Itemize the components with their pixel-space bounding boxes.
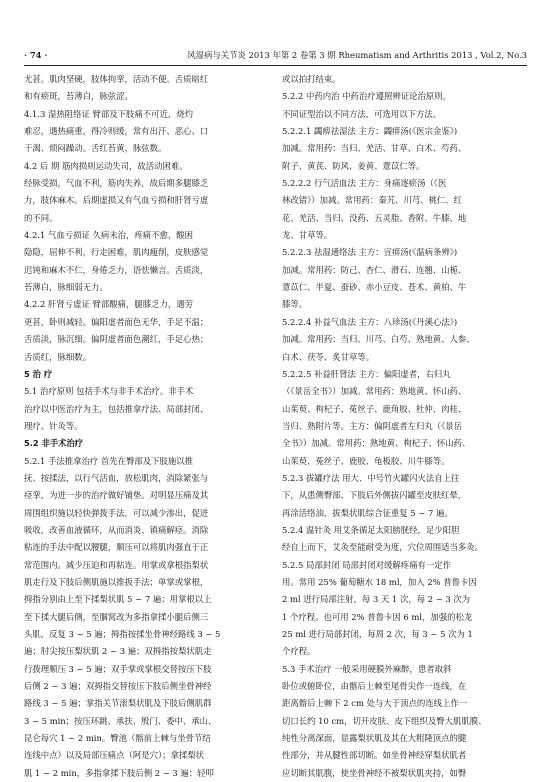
text-line: 卧位或俯卧位，由髂后上棘至尾骨尖作一连线，在 bbox=[282, 681, 467, 692]
text-line: 5.2.2.2 行气活血法 主方：身痛逐瘀汤（《医 bbox=[282, 178, 447, 189]
text-line: 遍；肘尖按压梨状肌 2 ~ 3 遍；双拇指按梨状肌走 bbox=[24, 646, 212, 657]
text-line: 力，肢体麻木。后期虚损又有气血亏损和肝肾亏虚 bbox=[24, 195, 209, 206]
text-line: 不同证型治以不同方法，可选用以下方法。 bbox=[282, 108, 442, 119]
left-column bbox=[24, 71, 269, 778]
text-line: 再涂活络油，拔梨状肌综合征重复 5 ~ 7 遍。 bbox=[282, 507, 453, 518]
text-line: 干渴、烦闷躁动。舌红苔黄，脉弦数。 bbox=[24, 143, 167, 154]
text-line: 头肌，反复 3 ~ 5 遍；拇指按揉坐骨神经路线 3 ~ 5 bbox=[24, 629, 221, 639]
text-line: 尤甚。肌肉坚硬，肢体拘挛，活动不便。舌质暗红 bbox=[24, 74, 209, 84]
right-column bbox=[282, 71, 527, 778]
text-line: 4.2.2 肝肾亏虚证 臂部酸痛，腿膝乏力，遇劳 bbox=[24, 299, 194, 310]
text-line: 5.2.2 中药内治 中药治疗遵照辨证论治原则， bbox=[282, 91, 452, 102]
section-heading: 5 治 疗 bbox=[24, 368, 53, 379]
text-line: 薏苡仁、半夏、蚕砂、赤小豆皮、苍术、黄柏、牛 bbox=[282, 282, 467, 293]
text-line: 常范围内。减少压迫和再粘连。用掌或拿根指梨状 bbox=[24, 559, 209, 570]
text-line: 性部分，并从腱性部切断。如坐骨神经穿梨状肌者 bbox=[282, 750, 467, 761]
text-line: 4.2.1 气血亏损证 久病未治，疼痛不愈，酸困 bbox=[24, 230, 194, 241]
text-line: 连线中点）以及局部压痛点（阿是穴）；拿揉梨状 bbox=[24, 750, 205, 761]
text-line: 舌质红，脉细数。 bbox=[24, 351, 91, 362]
text-line: 5.3 手术治疗 一般采用硬膜外麻醉，患者取斜 bbox=[282, 663, 452, 674]
text-line: 距离髂后上棘下 2 cm 处与大于顶点的连线上作一 bbox=[282, 698, 468, 709]
text-line: 用。常用 25% 葡萄糖水 18 ml，加入 2% 普鲁卡因 bbox=[282, 576, 477, 587]
text-line: 加减。常用药：当归、川芎、白芍、熟地黄、人参、 bbox=[282, 334, 475, 345]
text-line: 肌 1 ~ 2 min，多指拿揉下肢后侧 2 ~ 3 遍；轻叩 bbox=[24, 767, 214, 778]
text-line: 难忍，遇热痛重，得冷则缓，常有出汗、恶心、口 bbox=[24, 126, 209, 137]
text-line: 或以拍打结束。 bbox=[282, 74, 341, 84]
text-line: 隐隐，屈伸不利，行走困难，肌肉瘦削，皮肤感觉 bbox=[24, 247, 209, 258]
text-line: 经脉受损，气血不利，筋肉失养，故后期多腿膝乏 bbox=[24, 178, 209, 189]
text-line: 舌质淡，脉沉细。偏阴虚者面色潮红，手足心热； bbox=[24, 334, 209, 345]
running-header bbox=[24, 46, 527, 64]
text-line: （《景岳全书》）加减。常用药：熟地黄、怀山药、 bbox=[282, 386, 467, 397]
text-line: 5.2.2.4 补益气血法 主方：八珍汤(《丹溪心法》) bbox=[282, 316, 458, 327]
text-line: 迟钝和麻木不仁，身倦乏力，语怯懒言。舌质淡， bbox=[24, 264, 209, 275]
text-line: 切口长约 10 cm，切开皮肤、皮下组织及臀大肌肌膜、 bbox=[282, 715, 487, 726]
text-line: 25 ml 进行局部封闭，每周 2 次，每 3 ~ 5 次为 1 bbox=[282, 629, 473, 639]
header-rule bbox=[24, 65, 527, 66]
text-line: 膝等。 bbox=[282, 299, 308, 310]
text-line: 粘连的手法中配以腰腿，顺压可以将肌肉强直于正 bbox=[24, 542, 209, 553]
text-line: 附子、黄芪、防风、姜黄、薏苡仁等。 bbox=[282, 160, 425, 171]
text-line: 和有瘀斑，苔薄白，脉弦涩。 bbox=[24, 91, 133, 102]
text-line: 应切断其肌腹，使坐骨神经不被梨状肌夹持，如臀 bbox=[282, 767, 467, 778]
text-line: 后侧 2 ~ 3 遍；双拇指交替按压下肢后侧坐骨神经 bbox=[24, 681, 212, 692]
text-line: 肌走行及下肢后侧肌施以推扳手法；单掌或掌根， bbox=[24, 576, 209, 587]
text-line: 山茱萸、菟丝子、鹿胶、龟板胶、川牛膝等。 bbox=[282, 455, 450, 466]
text-line: 痉挛，为进一步的治疗做好铺垫。对明显压痛及其 bbox=[24, 490, 209, 501]
text-line: 5.2.4 温针灸 用艾条循足太阳膀胱经，足少阳胆 bbox=[282, 524, 460, 535]
text-line: 更甚，卧则减轻。偏阳虚者面色无华，手足不温； bbox=[24, 316, 209, 327]
text-line: 个疗程。 bbox=[282, 646, 316, 657]
text-line: 3 ~ 5 min；按压环跳、承扶、殷门、委中、承山、 bbox=[24, 715, 217, 726]
text-line: 5.2.3 拔罐疗法 用大、中号竹火罐闪火法自上往 bbox=[282, 472, 460, 483]
text-line: 抚、按揉法，以行气活血，放松肌肉，消除紧张与 bbox=[24, 472, 209, 483]
text-line: 加减。常用药：当归、羌活、甘草、白术、芍药、 bbox=[282, 143, 467, 154]
text-line: 5.2.1 手法推拿治疗 首先在臀部及下肢施以推 bbox=[24, 455, 194, 466]
text-line: 5.2.2.5 补益肝肾法 主方：偏阳虚者，右归丸 bbox=[282, 368, 451, 379]
text-line: 至下揉大腿后侧，至腘窝改为多指拿揉小腿后侧三 bbox=[24, 611, 209, 622]
text-line: 治疗以中医治疗为主，包括推拿疗法、局部封闭、 bbox=[24, 403, 209, 414]
text-line: 经自上而下，艾灸至能耐受为度，穴位周围适当多灸。 bbox=[282, 542, 483, 553]
text-line: 纯性分离深面，显露梨状肌及其在大粗隆顶点的腱 bbox=[282, 733, 467, 744]
text-line: 花、羌活、当归、没药、五灵脂、香附、牛膝、地 bbox=[282, 212, 467, 223]
text-line: 5.2.5 局部封闭 局部封闭对缓解疼痛有一定作 bbox=[282, 559, 452, 570]
text-line: 下，从患侧臀部、下肢后外侧拔闪罐至皮肤红晕， bbox=[282, 490, 467, 501]
text-line: 加减。常用药：防己、杏仁、滑石、连翘、山栀、 bbox=[282, 264, 467, 275]
text-line: 1 个疗程。也可用 2% 普鲁卡因 6 ml，加强的松龙 bbox=[282, 611, 473, 622]
text-line: 龙、甘草等。 bbox=[282, 230, 333, 241]
text-line: 理疗、针灸等。 bbox=[24, 420, 83, 431]
text-line: 行拨理顺压 3 ~ 5 遍；双手掌或掌根交替按压下肢 bbox=[24, 663, 212, 674]
text-line: 周围组织施以轻快弹拨手法，可以减少渗出，促进 bbox=[24, 507, 209, 518]
text-line: 当归、熟附片等。主方：偏阴虚者左归丸（《景岳 bbox=[282, 420, 463, 431]
section-heading: 5.2 非手术治疗 bbox=[24, 438, 84, 449]
text-line: 4.1.3 湿热阻络证 臂部及下肢痛不可近，烧灼 bbox=[24, 108, 194, 119]
text-line: 2 ml 进行局部注射，每 3 天 1 次，每 2 ~ 3 次为 bbox=[282, 594, 471, 605]
text-line: 4.2 后 期 筋肉损则运动失司，故活动困难。 bbox=[24, 160, 188, 171]
text-line: 吸收，改善血液循环，从而消炎、镇痛解痉。消除 bbox=[24, 524, 209, 535]
text-line: 5.2.2.1 蠲痹祛湿法 主方：蠲痹汤(《医宗金鉴》) bbox=[282, 126, 458, 137]
journal-citation: 风湿病与关节炎 2013 年第 2 卷第 3 期 Rheumatism and Arthritis 2013 , Vol.2, No.3 bbox=[187, 50, 527, 60]
text-line: 拇指分别由上至下揉梨状肌 5 ~ 7 遍；用掌根以上 bbox=[24, 594, 212, 605]
text-line: 昆仑每穴 1 ~ 2 min。臀池（髂前上棘与坐骨节结 bbox=[24, 733, 211, 744]
text-line: 苔薄白，脉细弱无力。 bbox=[24, 282, 108, 293]
text-line: 的不同。 bbox=[24, 212, 58, 223]
text-line: 5.2.2.3 祛湿通络法 主方：宣痹汤(《温病条辨》) bbox=[282, 247, 458, 258]
page-number: · 74 · bbox=[24, 50, 48, 60]
text-line: 白术、茯苓、炙甘草等。 bbox=[282, 351, 375, 362]
text-line: 全书》）加减。常用药：熟地黄、枸杞子、怀山药、 bbox=[282, 438, 471, 449]
text-line: 林改错》）加减。常用药：秦艽、川芎、桃仁、红 bbox=[282, 195, 463, 206]
text-line: 山茱萸、枸杞子、菟丝子、鹿角胶、杜仲、肉桂、 bbox=[282, 403, 467, 414]
text-line: 5.1 治疗原则 包括手术与非手术治疗。非手术 bbox=[24, 386, 194, 397]
text-line: 路线 3 ~ 5 遍；掌指关节滚梨状肌及下肢后侧肌群 bbox=[24, 698, 212, 709]
